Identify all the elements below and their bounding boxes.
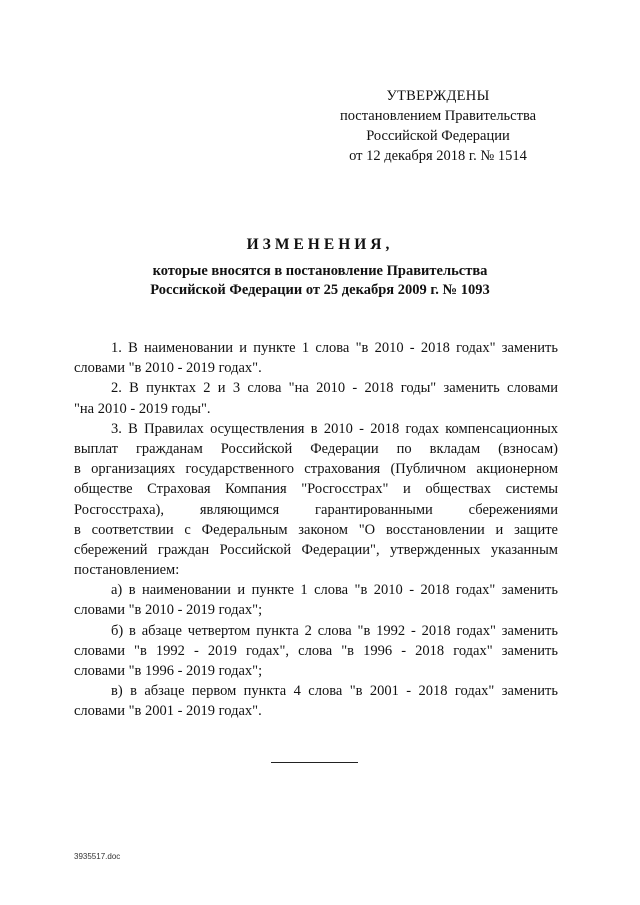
footer-filename: 3935517.doc: [74, 852, 121, 861]
approval-line-2: Российской Федерации: [366, 128, 510, 144]
paragraph-3-line: постановлением:: [74, 562, 180, 579]
paragraph-3-line: Росгосстраха), являющимся гарантированными сбережениями: [74, 501, 558, 518]
paragraph-1-line: 1. В наименовании и пункте 1 слова "в 2010 - 2018 годах" заменить: [111, 340, 558, 356]
subparagraph-a-line: а) в наименовании и пункте 1 слова "в 2010 - 2018 годах" заменить: [111, 582, 558, 599]
document-title: ИЗМЕНЕНИЯ,: [246, 236, 394, 253]
subtitle-line-1: которые вносятся в постановление Правительства: [152, 263, 488, 279]
approval-heading: УТВЕРЖДЕНЫ: [386, 88, 490, 104]
subparagraph-c-line: словами "в 2001 - 2019 годах".: [74, 703, 262, 720]
subparagraph-b-line: б) в абзаце четвертом пункта 2 слова "в 1992 - 2018 годах" заменить: [111, 622, 558, 639]
paragraph-3-line: в соответствии с Федеральным законом "О восстановлении и защите: [74, 521, 558, 538]
paragraph-2-line: 2. В пунктах 2 и 3 слова "на 2010 - 2018 годы" заменить словами: [111, 380, 558, 397]
paragraph-2-line: "на 2010 - 2019 годы".: [74, 400, 211, 417]
paragraph-1-line: словами "в 2010 - 2019 годах".: [74, 360, 262, 377]
subtitle-line-2: Российской Федерации от 25 декабря 2009 г. № 1093: [150, 282, 490, 298]
subparagraph-c-line: в) в абзаце первом пункта 4 слова "в 2001 - 2018 годах" заменить: [111, 683, 558, 700]
paragraph-3-line: выплат гражданам Российской Федерации по вкладам (взносам): [74, 440, 558, 457]
approval-line-1: постановлением Правительства: [339, 108, 537, 124]
paragraph-3-line: обществе Страховая Компания "Росгосстрах" и обществах системы: [74, 481, 558, 498]
subparagraph-a-line: словами "в 2010 - 2019 годах";: [74, 602, 263, 619]
approval-line-3: от 12 декабря 2018 г. № 1514: [349, 148, 527, 164]
paragraph-3-line: сбережений граждан Российской Федерации", утвержденных указанным: [74, 541, 558, 558]
paragraph-3-line: в организациях государственного страхования (Публичном акционерном: [74, 461, 558, 478]
document-subtitle: [100, 262, 540, 300]
end-divider: [271, 762, 358, 763]
document-body: [74, 338, 558, 722]
approval-block: [323, 86, 553, 166]
subparagraph-b-line: словами "в 1996 - 2019 годах";: [74, 663, 263, 679]
paragraph-3-line: 3. В Правилах осуществления в 2010 - 2018 годах компенсационных: [111, 420, 558, 437]
subparagraph-b-line: словами "в 1992 - 2019 годах", слова "в 1996 - 2018 годах" заменить: [74, 642, 558, 659]
